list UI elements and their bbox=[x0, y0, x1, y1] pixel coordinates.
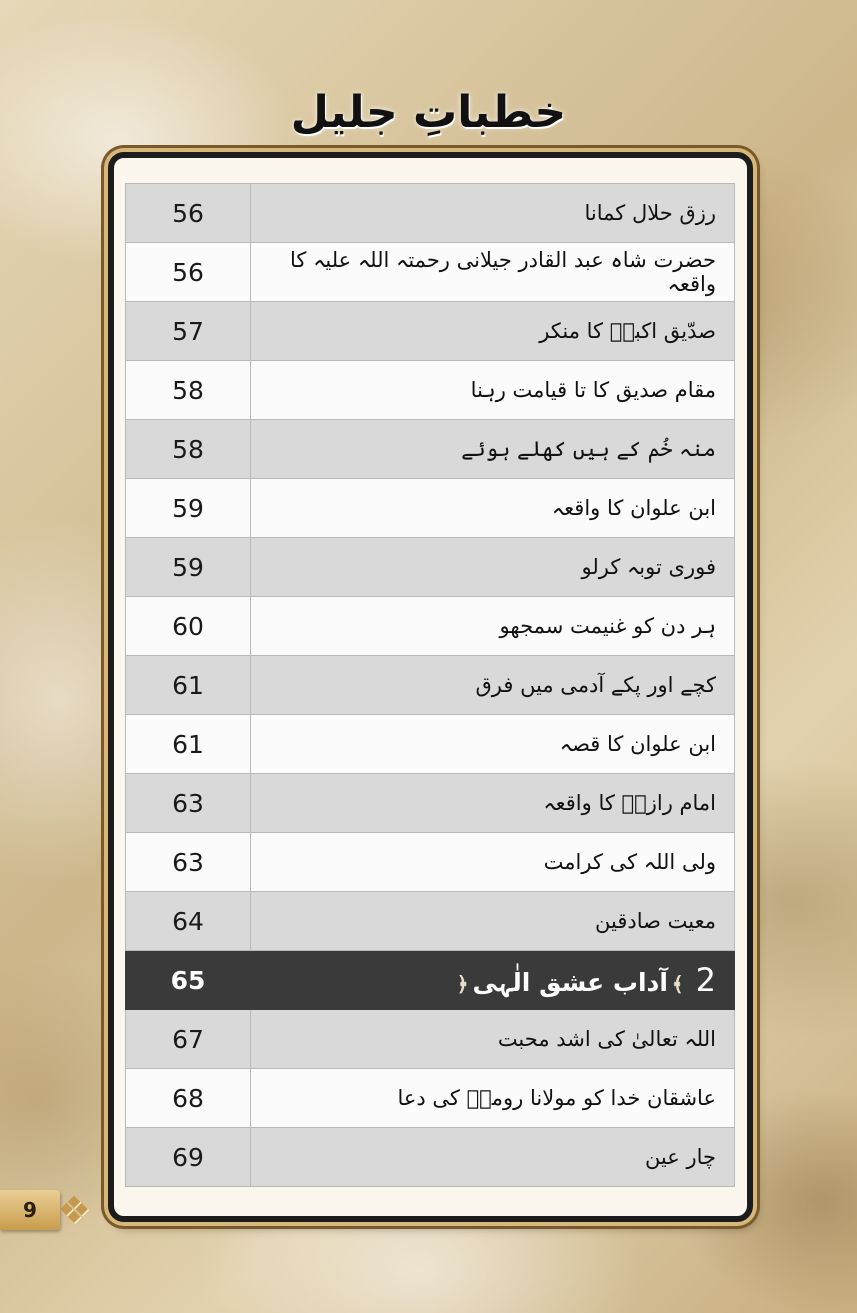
toc-entry-title: منہ خُم کے ہیں کھلے ہوئے bbox=[251, 420, 735, 479]
toc-entry-title: ابن علوان کا واقعہ bbox=[251, 479, 735, 538]
toc-page-number: 57 bbox=[126, 302, 251, 361]
toc-page-number: 60 bbox=[126, 597, 251, 656]
toc-entry-title: عاشقان خدا کو مولانا رومیؒ کی دعا bbox=[251, 1069, 735, 1128]
chapter-heading bbox=[251, 951, 735, 1010]
toc-page-number: 69 bbox=[126, 1128, 251, 1187]
page-ornament-icon: ❖ bbox=[56, 1188, 92, 1232]
toc-page-number: 63 bbox=[126, 833, 251, 892]
toc-entry-title: معیت صادقین bbox=[251, 892, 735, 951]
toc-page-number: 61 bbox=[126, 715, 251, 774]
toc-table bbox=[125, 183, 735, 1187]
toc-row[interactable] bbox=[126, 302, 735, 361]
ornament-close-icon: ﴿ bbox=[456, 972, 469, 996]
toc-row[interactable] bbox=[126, 420, 735, 479]
toc-page-number: 68 bbox=[126, 1069, 251, 1128]
toc-row[interactable] bbox=[126, 774, 735, 833]
toc-page-number: 61 bbox=[126, 656, 251, 715]
toc-entry-title: مقام صدیق کا تا قیامت رہنا bbox=[251, 361, 735, 420]
toc-row[interactable] bbox=[126, 1128, 735, 1187]
toc-row[interactable] bbox=[126, 538, 735, 597]
toc-row[interactable] bbox=[126, 656, 735, 715]
page-number: 9 bbox=[0, 1190, 60, 1230]
chapter-page-number: 65 bbox=[126, 951, 251, 1010]
toc-row[interactable] bbox=[126, 892, 735, 951]
toc-entry-title: حضرت شاہ عبد القادر جیلانی رحمتہ اللہ علیہ کا واقعہ bbox=[251, 243, 735, 302]
toc-entry-title: صدّیق اکبرؓ کا منکر bbox=[251, 302, 735, 361]
toc-page-number: 59 bbox=[126, 538, 251, 597]
toc-row[interactable] bbox=[126, 1069, 735, 1128]
toc-row[interactable] bbox=[126, 597, 735, 656]
toc-page-number: 56 bbox=[126, 243, 251, 302]
toc-page-number: 58 bbox=[126, 420, 251, 479]
toc-page-number: 67 bbox=[126, 1010, 251, 1069]
toc-entry-title: چار عین bbox=[251, 1128, 735, 1187]
toc-entry-title: رزق حلال کمانا bbox=[251, 184, 735, 243]
toc-entry-title: امام رازیؒ کا واقعہ bbox=[251, 774, 735, 833]
toc-page-number: 59 bbox=[126, 479, 251, 538]
chapter-number: 2 bbox=[695, 961, 716, 999]
chapter-title: آداب عشق الٰہی bbox=[472, 968, 668, 997]
toc-entry-title: ولی اللہ کی کرامت bbox=[251, 833, 735, 892]
toc-page-number: 56 bbox=[126, 184, 251, 243]
toc-page-number: 58 bbox=[126, 361, 251, 420]
toc-page-number: 64 bbox=[126, 892, 251, 951]
toc-row[interactable] bbox=[126, 479, 735, 538]
toc-row[interactable] bbox=[126, 243, 735, 302]
toc-row[interactable] bbox=[126, 184, 735, 243]
toc-entry-title: ہر دن کو غنیمت سمجھو bbox=[251, 597, 735, 656]
ornament-open-icon: ﴾ bbox=[671, 972, 684, 996]
book-title: خطباتِ جلیل bbox=[290, 87, 567, 138]
toc-row[interactable] bbox=[126, 361, 735, 420]
toc-row[interactable] bbox=[126, 715, 735, 774]
toc-page-number: 63 bbox=[126, 774, 251, 833]
toc-entry-title: فوری توبہ کرلو bbox=[251, 538, 735, 597]
toc-entry-title: ابن علوان کا قصہ bbox=[251, 715, 735, 774]
toc-entry-title: کچے اور پکے آدمی میں فرق bbox=[251, 656, 735, 715]
toc-chapter-row[interactable] bbox=[126, 951, 735, 1010]
toc-entry-title: اللہ تعالیٰ کی اشد محبت bbox=[251, 1010, 735, 1069]
toc-row[interactable] bbox=[126, 833, 735, 892]
toc-row[interactable] bbox=[126, 1010, 735, 1069]
